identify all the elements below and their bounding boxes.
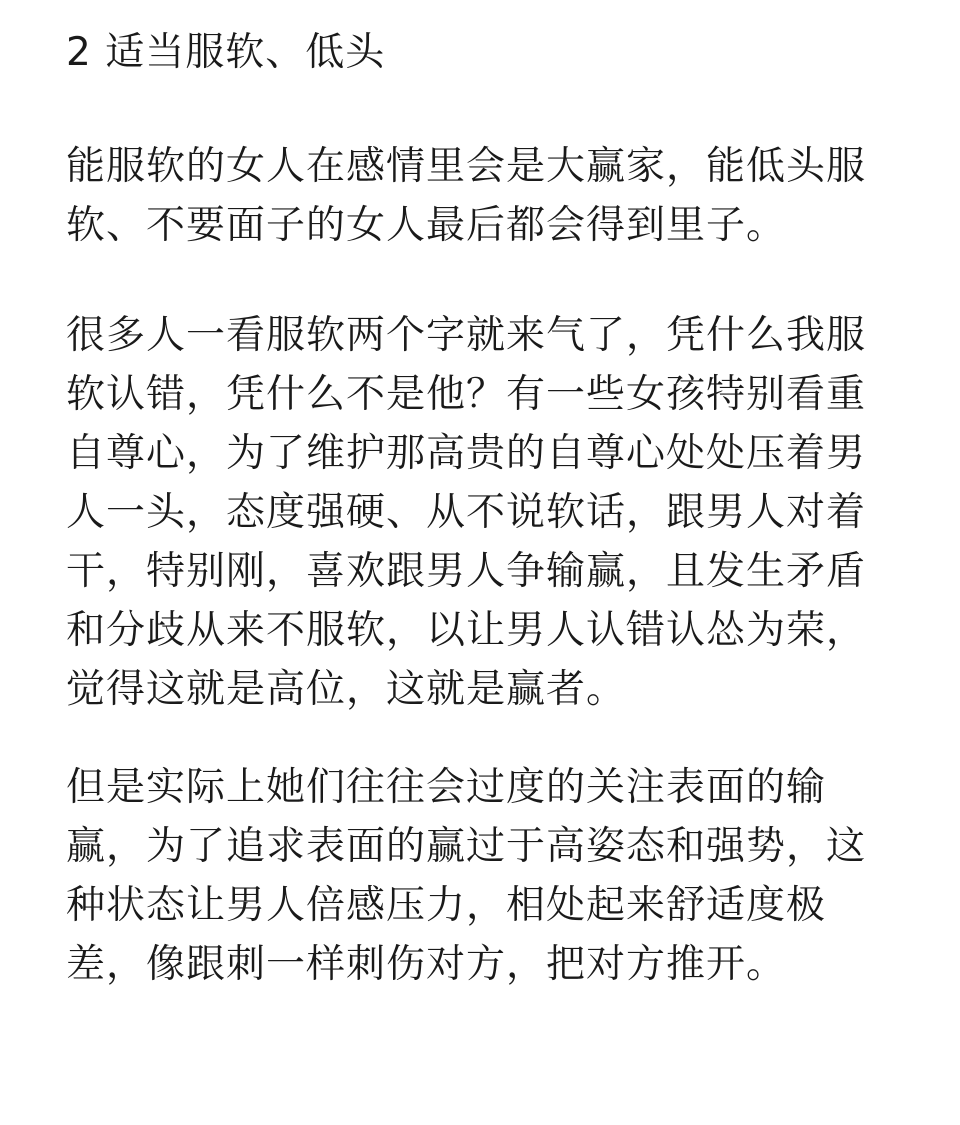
text-line: 干，特别刚，喜欢跟男人争输赢，且发生矛盾 [66, 549, 867, 594]
text-line: 软、不要面子的女人最后都会得到里子。 [66, 203, 787, 248]
text-line: 能服软的女人在感情里会是大赢家，能低头服 [66, 144, 867, 189]
text-line: 但是实际上她们往往会过度的关注表面的输 [66, 765, 827, 810]
text-line: 人一头，态度强硬、从不说软话，跟男人对着 [66, 490, 867, 535]
text-line: 赢，为了追求表面的赢过于高姿态和强势，这 [66, 824, 867, 869]
text-line: 很多人一看服软两个字就来气了，凭什么我服 [66, 313, 867, 358]
text-line: 觉得这就是高位，这就是赢者。 [66, 667, 627, 712]
text-line: 和分歧从来不服软，以让男人认错认怂为荣， [66, 608, 867, 653]
text-line: 自尊心，为了维护那高贵的自尊心处处压着男 [66, 431, 867, 476]
text-line: 种状态让男人倍感压力，相处起来舒适度极 [66, 883, 827, 928]
paragraph-1 [66, 137, 866, 255]
section-heading: 2 适当服软、低头 [66, 30, 386, 75]
paragraph-2 [66, 306, 866, 719]
text-line: 差，像跟刺一样刺伤对方，把对方推开。 [66, 942, 787, 987]
text-line: 软认错，凭什么不是他？有一些女孩特别看重 [66, 372, 867, 417]
paragraph-3 [66, 758, 866, 994]
